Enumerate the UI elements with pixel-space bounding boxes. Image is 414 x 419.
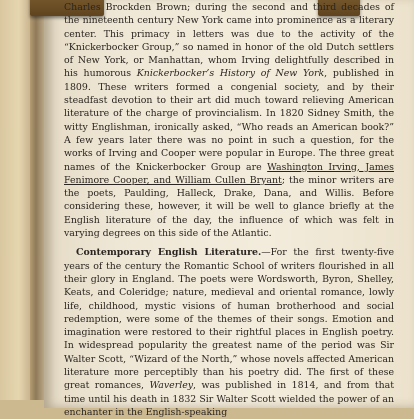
paragraph2-end: , was published in 1814, and from that time until his death in 1832 Sir Walter Scott wielded the power of an enchanter in the English-speaking: [64, 380, 394, 418]
paragraph1-end: ; the minor writers are the poets, Paulding, Halleck, Drake, Dana, and Willis. Before considering these, however, it will be well to glance briefly at the English literature of the day, the influence of which was felt in varying degrees on this side of the Atlantic.: [64, 174, 394, 240]
underlined-author-names: Washington Irving, James Fenimore Cooper, and William Cullen Bryant: [64, 161, 394, 186]
section-heading: Contemporary English Literature.: [76, 247, 262, 259]
novel-title-waverley: Waverley: [149, 380, 194, 392]
paragraph1-continue: , published in 1809. These writers formed a congenial society, and by their steadfast devotion to their art did much toward relieving American literature of the charge of provincialism. In 1820 Sidney Smith, the witty Englishman, ironically asked, “Who reads an American book?” A few years later there was no point in such a question, for the works of Irving and Cooper were popular in Europe. The three great names of the Knickerbocker Group are: [64, 68, 394, 173]
paragraph1-start: Charles Brockden Brown; during the second and third decades of the nineteenth century New York came into prominence as a literary center. This primacy in letters was due to the activity of the “Knickerbocker Group,” so named in honor of the old Dutch settlers of New York, or Manhattan, whom Irving delightfully described in his humorous: [64, 2, 394, 80]
paragraph-knickerbocker: [64, 1, 394, 240]
page-text: [64, 1, 394, 419]
paragraph2-start: —For the first twenty-five years of the century the Romantic School of writers flourished in all their glory in England. The poets were Wordsworth, Byron, Shelley, Keats, and Coleridge; nature, medieval and oriental romance, lowly life, childhood, mystic visions of human brotherhood and social redemption, were some of the themes of their songs. Emotion and imagination were restored to their rightful places in English poetry. In widespread popularity the greatest name of the period was Sir Walter Scott, “Wizard of the North,” whose novels affected American literature more perceptibly than his poetry did. The first of these great romances,: [64, 247, 394, 392]
paragraph-english-literature: [64, 246, 394, 419]
table-surface: [0, 0, 34, 400]
book-title-knickerbocker-history: Knickerbocker’s History of New York: [136, 68, 325, 80]
